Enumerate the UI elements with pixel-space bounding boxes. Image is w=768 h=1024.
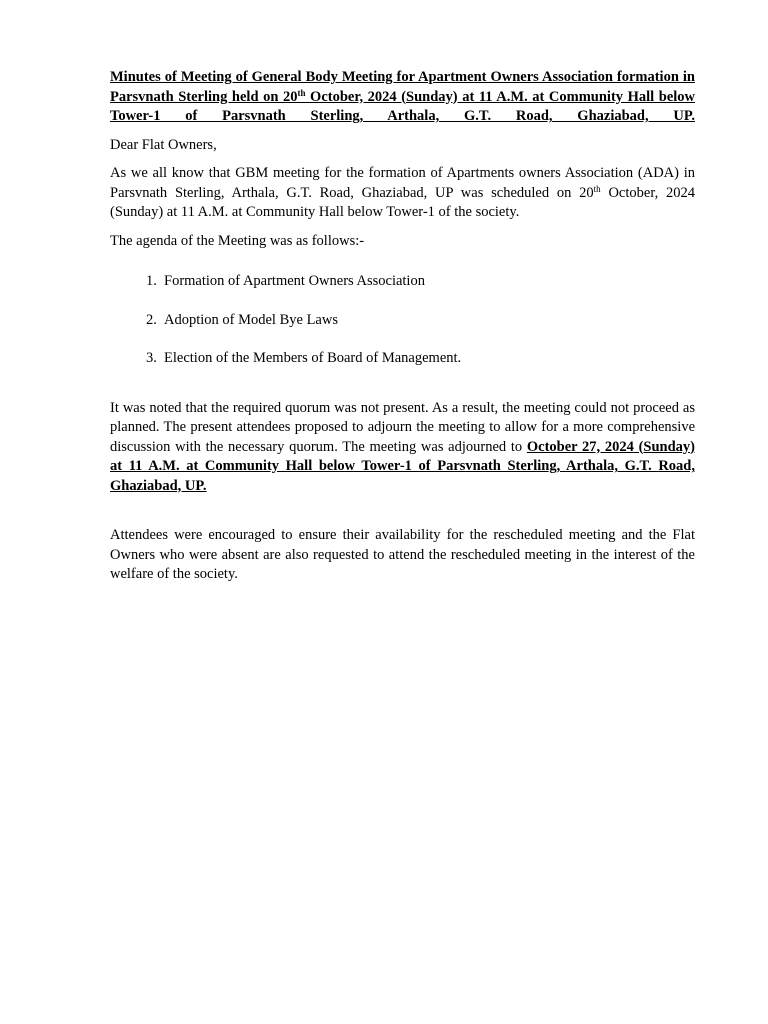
quorum-paragraph [110, 399, 695, 497]
salutation: Dear Flat Owners, [110, 136, 217, 153]
title-text-start: Minutes of Meeting of General Body Meeting for Apartment Owners Association formation in Parsvnath Sterling held on 20 [110, 69, 695, 105]
intro-text-start: As we all know that GBM meeting for the formation of Apartments owners Association (ADA) in Parsvnath Sterling, Arthala, G.T. Road, Ghaziabad, UP was scheduled on 20 [110, 165, 695, 201]
agenda-item [110, 349, 695, 369]
agenda-item-text: Election of the Members of Board of Management. [164, 350, 462, 366]
quorum-text: It was noted that the required quorum was not present. As a result, the meeting could not proceed as planned. The present attendees proposed to adjourn the meeting to allow for a more comprehensive discussion with the necessary quorum. The meeting was adjourned to [110, 399, 695, 455]
document-title [110, 68, 695, 127]
agenda-item-text: Formation of Apartment Owners Association [164, 273, 425, 289]
agenda-item [110, 272, 695, 292]
agenda-intro: The agenda of the Meeting was as follows:- [110, 232, 365, 249]
agenda-item-number: 1. [146, 273, 157, 289]
agenda-item [110, 311, 695, 331]
title-text-end: October, 2024 (Sunday) at 11 A.M. at Community Hall below Tower-1 of Parsvnath Sterling, Arthala, G.T. Road, Ghaziabad, UP. [110, 88, 696, 124]
closing-paragraph: Attendees were encouraged to ensure their availability for the rescheduled meeting and the Flat Owners who were absent are also requested to attend the rescheduled meeting in the interest of the welfare of the society. [110, 527, 695, 582]
intro-superscript: th [593, 183, 601, 194]
document-body [110, 68, 695, 594]
agenda-list [110, 272, 695, 369]
agenda-item-text: Adoption of Model Bye Laws [164, 311, 338, 328]
intro-text-end: October, 2024 (Sunday) at 11 A.M. at Community Hall below Tower-1 of the society. [110, 184, 695, 220]
agenda-item-number: 2. [146, 311, 157, 328]
title-superscript: th [297, 87, 306, 98]
agenda-item-number: 3. [146, 350, 157, 366]
adjourned-date-text: October 27, 2024 (Sunday) at 11 A.M. at Community Hall below Tower-1 of Parsvnath Sterling, Arthala, G.T. Road, Ghaziabad, UP. [110, 438, 695, 494]
intro-paragraph [110, 164, 695, 223]
